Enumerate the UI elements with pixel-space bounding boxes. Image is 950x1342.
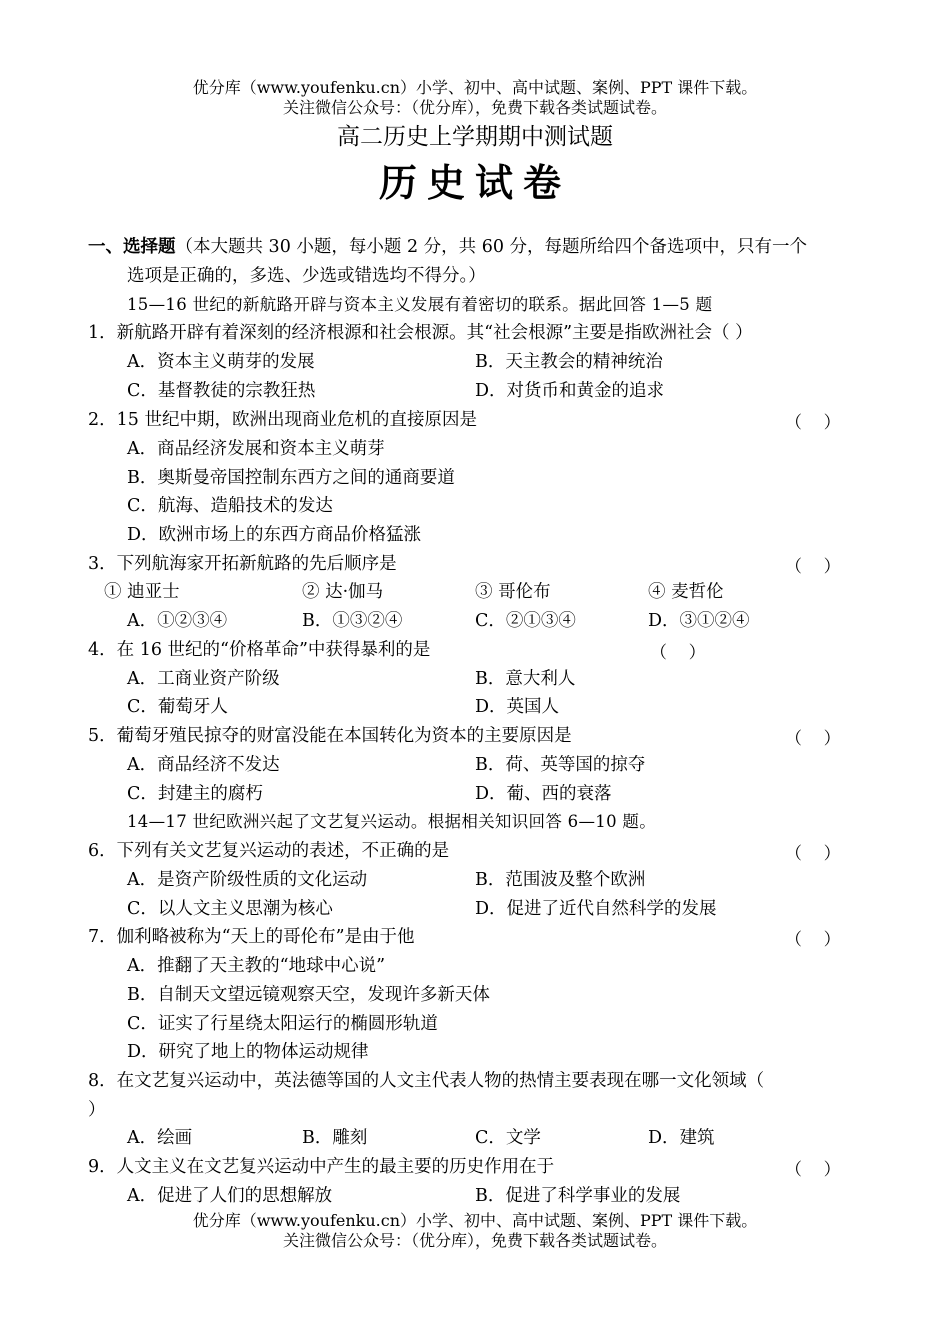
- footer-line-2: 关注微信公众号：（优分库），免费下载各类试题试卷。: [282, 1231, 667, 1250]
- q3-item-3: ③ 哥伦布: [475, 582, 551, 602]
- q5-option-a: A．商品经济不发达: [127, 755, 280, 775]
- q4-option-a: A．工商业资产阶级: [127, 669, 280, 689]
- q4-answer-paren: （ ）: [650, 643, 706, 663]
- section-desc-1: （本大题共 30 小题，每小题 2 分，共 60 分，每题所给四个备选项中，只有一个: [175, 237, 808, 257]
- exam-title: 历史试卷: [378, 160, 571, 205]
- q9-option-b: B．促进了科学事业的发展: [475, 1186, 681, 1206]
- q2-option-c: C．航海、造船技术的发达: [127, 496, 333, 516]
- exam-subtitle: 高二历史上学期期中测试题: [337, 124, 613, 150]
- q9-stem: 9．人文主义在文艺复兴运动中产生的最主要的历史作用在于: [88, 1157, 555, 1177]
- q9-option-a: A．促进了人们的思想解放: [127, 1186, 333, 1206]
- q7-option-c: C．证实了行星绕太阳运行的椭圆形轨道: [127, 1014, 438, 1034]
- q1-option-d: D．对货币和黄金的追求: [475, 381, 665, 401]
- q8-option-b: B．雕刻: [302, 1128, 368, 1148]
- q4-option-b: B．意大利人: [475, 669, 576, 689]
- intro-6-10: 14—17 世纪欧洲兴起了文艺复兴运动。根据相关知识回答 6—10 题。: [127, 812, 657, 831]
- q8-stem-end: ）: [88, 1100, 106, 1120]
- q3-option-a: A．①②③④: [127, 611, 228, 631]
- section-desc-2: 选项是正确的，多选、少选或错选均不得分。）: [127, 266, 486, 286]
- q6-option-d: D．促进了近代自然科学的发展: [475, 899, 717, 919]
- q6-stem: 6．下列有关文艺复兴运动的表述，不正确的是: [88, 841, 450, 861]
- q3-answer-paren: （ ）: [785, 557, 841, 577]
- intro-1-5: 15—16 世纪的新航路开辟与资本主义发展有着密切的联系。据此回答 1—5 题: [127, 295, 713, 314]
- q7-option-a: A．推翻了天主教的“地球中心说”: [127, 956, 386, 976]
- q6-option-a: A．是资产阶级性质的文化运动: [127, 870, 368, 890]
- section-heading: [88, 235, 807, 259]
- q4-option-d: D．英国人: [475, 697, 560, 717]
- q7-option-b: B．自制天文望远镜观察天空，发现许多新天体: [127, 985, 490, 1005]
- q4-option-c: C．葡萄牙人: [127, 697, 228, 717]
- q6-answer-paren: （ ）: [785, 844, 841, 864]
- footer-line-1: 优分库（www.youfenku.cn）小学、初中、高中试题、案例、PPT 课件下载。: [192, 1211, 758, 1230]
- q3-item-2: ② 达·伽马: [302, 582, 384, 602]
- q1-option-a: A．资本主义萌芽的发展: [127, 352, 315, 372]
- q2-answer-paren: （ ）: [785, 413, 841, 433]
- q1-stem: 1．新航路开辟有着深刻的经济根源和社会根源。其“社会根源”主要是指欧洲社会（ ）: [88, 323, 753, 343]
- section-label: 一、选择题: [88, 237, 176, 257]
- q3-item-1: ① 迪亚士: [104, 582, 180, 602]
- header-line-1: 优分库（www.youfenku.cn）小学、初中、高中试题、案例、PPT 课件下载。: [192, 78, 758, 97]
- q5-option-b: B．荷、英等国的掠夺: [475, 755, 646, 775]
- q5-stem: 5．葡萄牙殖民掠夺的财富没能在本国转化为资本的主要原因是: [88, 726, 572, 746]
- q2-option-b: B．奥斯曼帝国控制东西方之间的通商要道: [127, 468, 455, 488]
- q7-answer-paren: （ ）: [785, 930, 841, 950]
- q8-stem: 8．在文艺复兴运动中，英法德等国的人文主代表人物的热情主要表现在哪一文化领域（: [88, 1071, 765, 1091]
- q3-item-4: ④ 麦哲伦: [648, 582, 724, 602]
- q7-stem: 7．伽利略被称为“天上的哥伦布”是由于他: [88, 927, 415, 947]
- q9-answer-paren: （ ）: [785, 1160, 841, 1180]
- q5-option-c: C．封建主的腐朽: [127, 784, 263, 804]
- q3-option-c: C．②①③④: [475, 611, 576, 631]
- q3-stem: 3．下列航海家开拓新航路的先后顺序是: [88, 554, 397, 574]
- q5-answer-paren: （ ）: [785, 729, 841, 749]
- q7-option-d: D．研究了地上的物体运动规律: [127, 1042, 369, 1062]
- q2-stem: 2．15 世纪中期，欧洲出现商业危机的直接原因是: [88, 410, 477, 430]
- q2-option-d: D．欧洲市场上的东西方商品价格猛涨: [127, 525, 422, 545]
- q1-option-b: B．天主教会的精神统治: [475, 352, 663, 372]
- q5-option-d: D．葡、西的衰落: [475, 784, 612, 804]
- q8-option-c: C．文学: [475, 1128, 541, 1148]
- q1-option-c: C．基督教徒的宗教狂热: [127, 381, 316, 401]
- q6-option-b: B．范围波及整个欧洲: [475, 870, 646, 890]
- q3-option-d: D．③①②④: [648, 611, 750, 631]
- q2-option-a: A．商品经济发展和资本主义萌芽: [127, 439, 385, 459]
- header-line-2: 关注微信公众号：（优分库），免费下载各类试题试卷。: [282, 98, 667, 117]
- q4-stem: 4．在 16 世纪的“价格革命”中获得暴利的是: [88, 640, 431, 660]
- q3-option-b: B．①③②④: [302, 611, 403, 631]
- q8-option-a: A．绘画: [127, 1128, 193, 1148]
- q6-option-c: C．以人文主义思潮为核心: [127, 899, 333, 919]
- q8-option-d: D．建筑: [648, 1128, 715, 1148]
